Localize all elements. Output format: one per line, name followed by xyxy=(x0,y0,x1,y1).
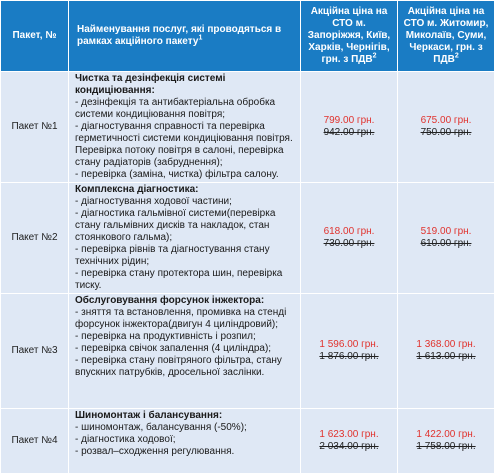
promo-price: 1 368.00 грн. xyxy=(401,339,491,351)
promo-price: 1 422.00 грн. xyxy=(401,429,491,441)
promo-price: 618.00 грн. xyxy=(304,226,394,238)
package-title: Обслуговування форсунок інжектора: xyxy=(75,295,296,307)
package-name: Пакет №4 xyxy=(1,409,69,474)
service-line: - розвал–сходження регулювання. xyxy=(75,446,296,458)
service-line: - зняття та встановлення, промивка на стенді форсунок інжектора(двигун 4 циліндровий); xyxy=(75,307,296,331)
price-b-cell xyxy=(398,294,494,409)
promo-price: 519.00 грн. xyxy=(401,226,491,238)
price-a-cell xyxy=(301,409,398,474)
service-line: - діагностування справності та перевірка герметичності системи кондиціювання повітря. Перевірка потоку повітря в салоні, перевірка стану радіаторів (забруднення); xyxy=(75,121,296,169)
service-line: - перевірка стану повітряного фільтра, стану впускних патрубків, дросельної заслінки. xyxy=(75,355,296,379)
service-line: - перевірка на продуктивність і розпил; xyxy=(75,331,296,343)
old-price: 2 034.00 грн. xyxy=(304,441,394,453)
price-b-cell xyxy=(398,183,494,294)
old-price: 1 613.00 грн. xyxy=(401,351,491,363)
package-description xyxy=(69,409,301,474)
service-line: - дезінфекція та антибактеріальна обробка системи кондиціювання повітря; xyxy=(75,97,296,121)
package-title: Шиномонтаж і балансування: xyxy=(75,410,296,422)
service-line: - діагностування ходової частини; xyxy=(75,196,296,208)
service-line: - перевірка рівнів та діагностування стану технічних рідин; xyxy=(75,244,296,268)
service-line: - перевірка свічок запалення (4 циліндра); xyxy=(75,343,296,355)
package-description xyxy=(69,183,301,294)
header-price-b: Акційна ціна на СТО м. Житомир, Миколаїв, Суми, Черкаси, грн. з ПДВ$^2$ xyxy=(398,1,494,72)
header-package: Пакет, № xyxy=(1,1,69,72)
promo-price: 1 596.00 грн. xyxy=(304,339,394,351)
price-a-cell xyxy=(301,72,398,183)
table-header-row xyxy=(1,1,494,72)
service-line: - діагностика ходової; xyxy=(75,434,296,446)
old-price: 1 876.00 грн. xyxy=(304,351,394,363)
table-row xyxy=(1,409,494,474)
promo-price: 1 623.00 грн. xyxy=(304,429,394,441)
package-description xyxy=(69,294,301,409)
old-price: 1 758.00 грн. xyxy=(401,441,491,453)
price-b-cell xyxy=(398,409,494,474)
service-line: - перевірка (заміна, чистка) фільтра салону. xyxy=(75,169,296,181)
service-line: - шиномонтаж, балансування (-50%); xyxy=(75,422,296,434)
table-row xyxy=(1,294,494,409)
service-line: - перевірка стану протектора шин, перевірка тиску. xyxy=(75,268,296,292)
package-name: Пакет №2 xyxy=(1,183,69,294)
header-price-a: Акційна ціна на СТО м. Запоріжжя, Київ, Харків, Чернігів, грн. з ПДВ$^2$ xyxy=(301,1,398,72)
old-price: 750.00 грн. xyxy=(401,127,491,139)
package-name: Пакет №3 xyxy=(1,294,69,409)
package-name: Пакет №1 xyxy=(1,72,69,183)
price-a-cell xyxy=(301,294,398,409)
promo-price: 799.00 грн. xyxy=(304,115,394,127)
promo-price: 675.00 грн. xyxy=(401,115,491,127)
old-price: 730.00 грн. xyxy=(304,238,394,250)
price-b-cell xyxy=(398,72,494,183)
header-services: Найменування послуг, які проводяться в рамках акційного пакету$^1$ xyxy=(69,1,301,72)
table-row xyxy=(1,72,494,183)
old-price: 942.00 грн. xyxy=(304,127,394,139)
old-price: 610.00 грн. xyxy=(401,238,491,250)
table-row xyxy=(1,183,494,294)
price-a-cell xyxy=(301,183,398,294)
package-title: Комплексна діагностика: xyxy=(75,184,296,196)
service-line: - діагностика гальмівної системи(перевірка стану гальмівних дисків та накладок, стан стоянкового гальма); xyxy=(75,208,296,244)
package-title: Чистка та дезінфекція системі кондиціювання: xyxy=(75,73,296,97)
package-description xyxy=(69,72,301,183)
